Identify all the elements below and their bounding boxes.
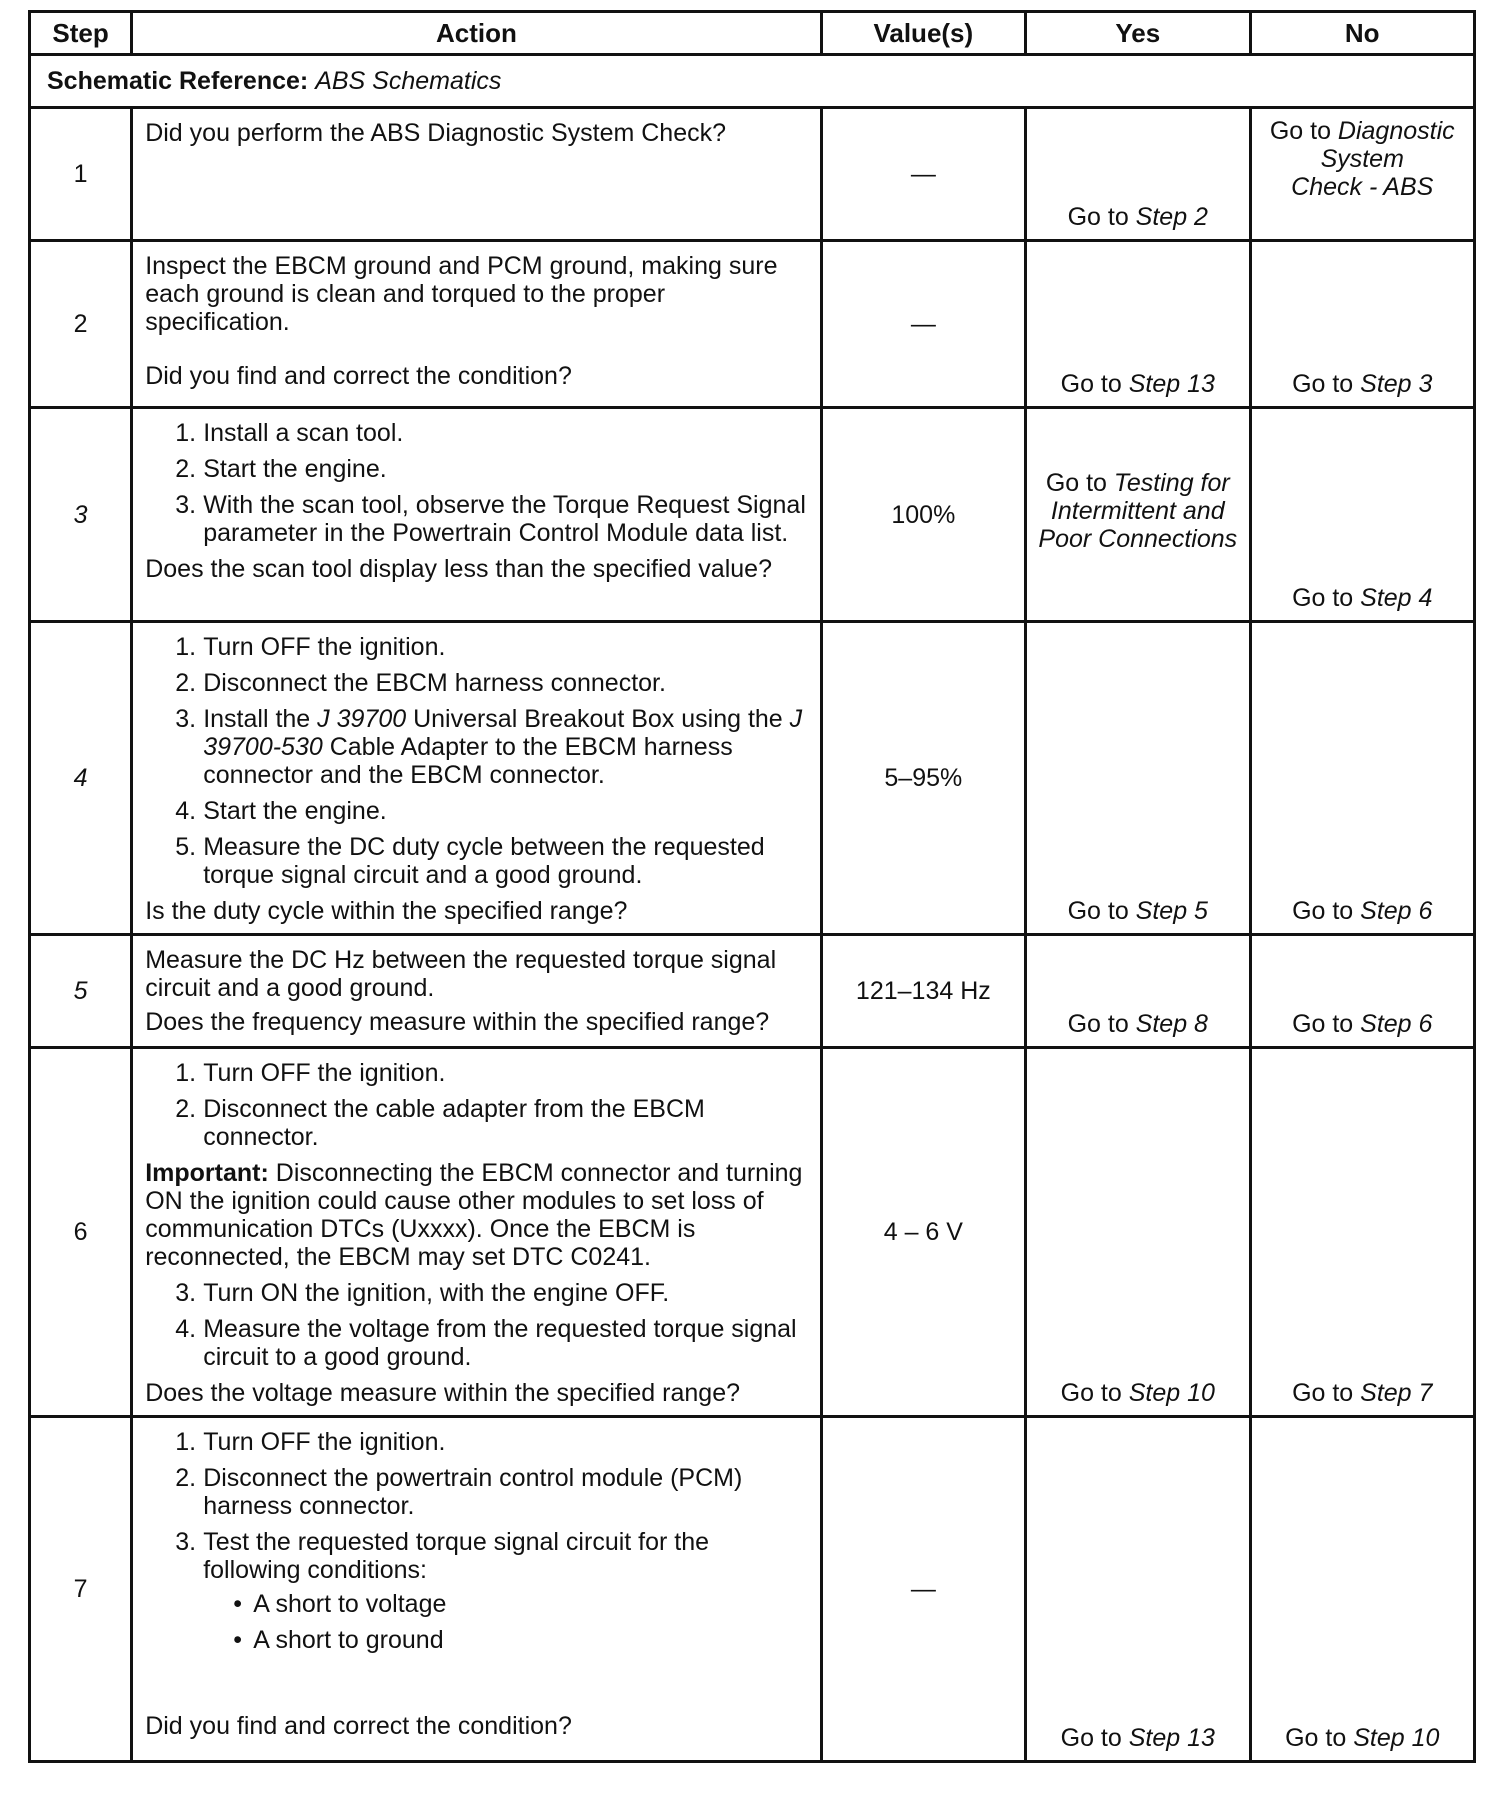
list-item: • A short to voltage	[233, 1590, 447, 1618]
yes-cell: Go to Step 8	[1026, 935, 1250, 1048]
step-number: 3	[30, 408, 132, 622]
step-number: 5	[30, 935, 132, 1048]
table-row	[30, 108, 1475, 241]
no-link: Step 6	[1360, 897, 1433, 925]
no-link: Step 7	[1360, 1379, 1433, 1407]
step-list	[145, 633, 807, 889]
yes-cell: Go to Step 5	[1026, 622, 1250, 935]
yes-link: Step 13	[1128, 370, 1215, 398]
step-list	[145, 419, 807, 547]
action-cell	[132, 1048, 821, 1417]
header-step: Step	[30, 12, 132, 55]
list-item: 1. Turn OFF the ignition.	[175, 1428, 446, 1456]
important-note: Important: Disconnecting the EBCM connector and turning ON the ignition could cause other modules to set loss of communication DTCs (Uxxxx). Once the EBCM is reconnected, the EBCM may set DTC C0241.	[145, 1159, 803, 1271]
list-item: 3. Install the J 39700 Universal Breakout Box using the J 39700-530 Cable Adapter to the EBCM harness connector and the EBCM connector.	[175, 705, 803, 789]
yes-link: Step 2	[1135, 203, 1208, 231]
action-cell	[132, 622, 821, 935]
list-item: 2. Disconnect the powertrain control module (PCM) harness connector.	[175, 1464, 743, 1520]
list-item: 1. Install a scan tool.	[175, 419, 404, 447]
table-row	[30, 241, 1475, 408]
step-number: 2	[30, 241, 132, 408]
yes-link: Step 10	[1128, 1379, 1215, 1407]
list-item: 3. Test the requested torque signal circuit for the following conditions: • A short to voltage • A short to ground	[175, 1528, 807, 1654]
tool-reference: J 39700-530	[203, 705, 803, 761]
value-cell: —	[821, 241, 1025, 408]
header-action: Action	[132, 12, 821, 55]
no-link: Diagnostic	[1337, 117, 1455, 145]
step-number: 6	[30, 1048, 132, 1417]
no-cell: Go to Step 4	[1250, 408, 1475, 622]
no-link: Step 6	[1360, 1010, 1433, 1038]
no-cell: Go to Step 7	[1250, 1048, 1475, 1417]
schematic-label: Schematic Reference:	[47, 67, 309, 95]
condition-list	[203, 1590, 807, 1654]
list-item: 1. Turn OFF the ignition.	[175, 633, 446, 661]
value-cell: —	[821, 1417, 1025, 1762]
action-cell	[132, 1417, 821, 1762]
yes-cell: Go to Step 13	[1026, 241, 1250, 408]
action-cell	[132, 408, 821, 622]
list-item: 3. Turn ON the ignition, with the engine OFF.	[175, 1279, 670, 1307]
no-cell: Go to Diagnostic System Check - ABS	[1250, 108, 1475, 241]
step-list	[145, 1059, 807, 1151]
table-row	[30, 622, 1475, 935]
action-cell	[132, 108, 821, 241]
list-item: 1. Turn OFF the ignition.	[175, 1059, 446, 1087]
action-question: Did you find and correct the condition?	[145, 1712, 572, 1740]
yes-cell: Go to Step 2	[1026, 108, 1250, 241]
yes-cell: Go to Step 13	[1026, 1417, 1250, 1762]
header-no: No	[1250, 12, 1475, 55]
no-link: Step 10	[1353, 1724, 1440, 1752]
no-link: Step 3	[1360, 370, 1433, 398]
list-item: 4. Start the engine.	[175, 797, 387, 825]
step-number: 7	[30, 1417, 132, 1762]
header-yes: Yes	[1026, 12, 1250, 55]
action-question: Does the frequency measure within the specified range?	[145, 1008, 770, 1036]
value-cell: 5–95%	[821, 622, 1025, 935]
list-item: 2. Start the engine.	[175, 455, 387, 483]
no-cell: Go to Step 6	[1250, 935, 1475, 1048]
action-question: Did you perform the ABS Diagnostic System Check?	[145, 119, 727, 147]
table-row	[30, 1048, 1475, 1417]
yes-cell: Go to Testing for Intermittent and Poor Connections	[1026, 408, 1250, 622]
action-text: Measure the DC Hz between the requested torque signal circuit and a good ground.	[145, 946, 777, 1002]
list-item: 2. Disconnect the EBCM harness connector.	[175, 669, 666, 697]
schematic-row	[30, 55, 1475, 108]
list-item: 5. Measure the DC duty cycle between the requested torque signal circuit and a good ground.	[175, 833, 765, 889]
action-question: Does the voltage measure within the specified range?	[145, 1379, 741, 1407]
action-question: Did you find and correct the condition?	[145, 362, 572, 390]
schematic-reference	[31, 67, 1473, 95]
no-cell: Go to Step 6	[1250, 622, 1475, 935]
list-item: • A short to ground	[233, 1626, 444, 1654]
value-cell: 121–134 Hz	[821, 935, 1025, 1048]
action-text: Inspect the EBCM ground and PCM ground, making sure each ground is clean and torqued to the proper specification.	[145, 252, 778, 336]
yes-link: Step 13	[1128, 1724, 1215, 1752]
tool-reference: J 39700	[317, 705, 407, 733]
table-row	[30, 408, 1475, 622]
header-row	[30, 12, 1475, 55]
diagnostic-table	[28, 10, 1476, 1763]
list-item: 3. With the scan tool, observe the Torque Request Signal parameter in the Powertrain Control Module data list.	[175, 491, 806, 547]
header-values: Value(s)	[821, 12, 1025, 55]
step-number: 4	[30, 622, 132, 935]
yes-link: Step 5	[1135, 897, 1208, 925]
list-item: 2. Disconnect the cable adapter from the EBCM connector.	[175, 1095, 705, 1151]
action-question: Is the duty cycle within the specified range?	[145, 897, 628, 925]
yes-cell: Go to Step 10	[1026, 1048, 1250, 1417]
value-cell: —	[821, 108, 1025, 241]
table-row	[30, 935, 1475, 1048]
yes-link: Testing for	[1113, 468, 1230, 497]
no-cell: Go to Step 10	[1250, 1417, 1475, 1762]
schematic-link: ABS Schematics	[315, 67, 502, 95]
table-row	[30, 1417, 1475, 1762]
action-cell	[132, 241, 821, 408]
yes-link: Step 8	[1135, 1010, 1208, 1038]
no-cell: Go to Step 3	[1250, 241, 1475, 408]
step-list	[145, 1279, 807, 1371]
step-list	[145, 1428, 807, 1654]
action-question: Does the scan tool display less than the specified value?	[145, 555, 772, 583]
value-cell: 4 – 6 V	[821, 1048, 1025, 1417]
list-item: 4. Measure the voltage from the requested torque signal circuit to a good ground.	[175, 1315, 797, 1371]
step-number: 1	[30, 108, 132, 241]
no-link: Step 4	[1360, 584, 1433, 612]
value-cell: 100%	[821, 408, 1025, 622]
action-cell	[132, 935, 821, 1048]
